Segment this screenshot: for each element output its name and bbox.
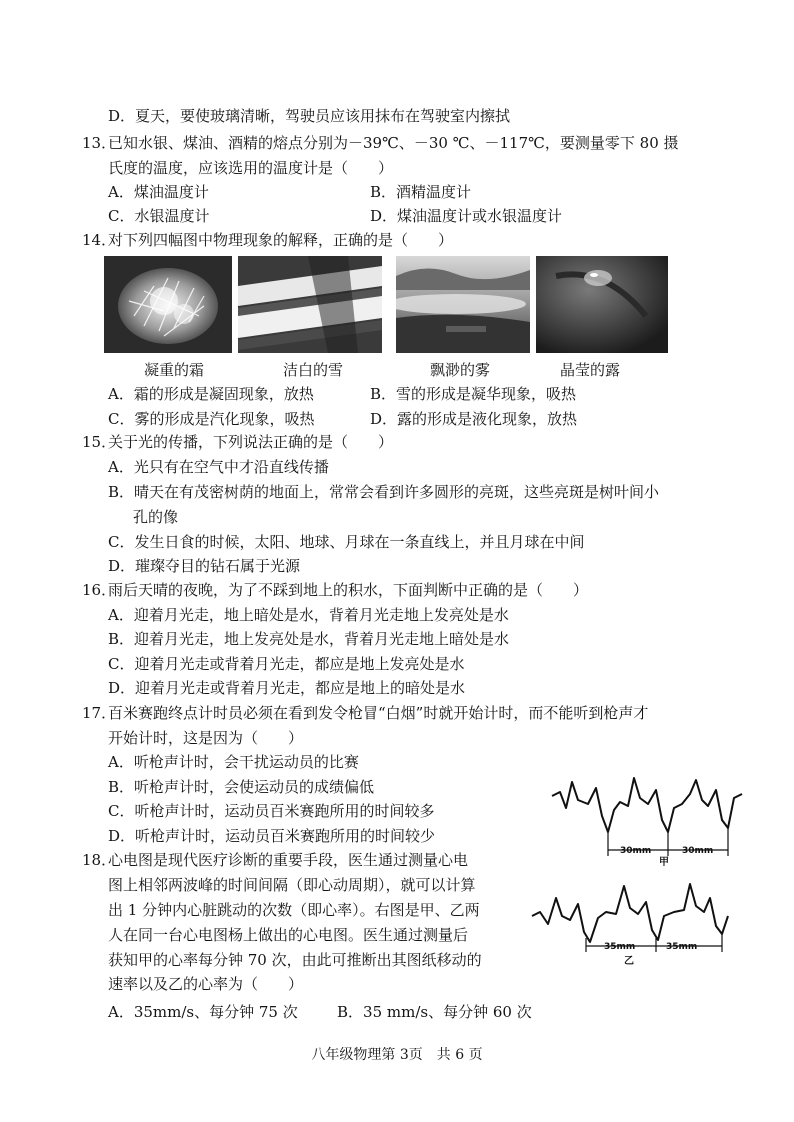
fog-caption: 飘渺的雾 (430, 361, 491, 379)
q15-number: 15． (82, 433, 117, 451)
ecg-trace-jia (552, 778, 742, 832)
q17-option-c: C．听枪声计时，运动员百米赛跑所用的时间较多 (108, 802, 435, 820)
ecg-jia-label: 甲 (659, 857, 669, 866)
page-footer: 八年级物理第 3页 共 6 页 (311, 1047, 483, 1063)
q13-stem-line2: 氏度的温度，应该选用的温度计是（ ） (108, 159, 394, 177)
q16-number: 16． (82, 581, 117, 599)
q17-option-d: D．听枪声计时，运动员百米赛跑所用的时间较少 (108, 827, 436, 845)
snow-photo (238, 256, 382, 353)
q14-option-d: D．露的形成是液化现象，放热 (370, 410, 578, 428)
frost-caption: 凝重的霜 (144, 361, 205, 379)
ecg-yi-label: 乙 (624, 956, 634, 967)
q17-option-b: B．听枪声计时，会使运动员的成绩偏低 (108, 778, 375, 796)
q15-option-c: C．发生日食的时候，太阳、地球、月球在一条直线上，并且月球在中间 (108, 533, 585, 551)
q17-stem-line1: 百米赛跑终点计时员必须在看到发令枪冒“白烟”时就开始计时，而不能听到枪声才 (108, 704, 649, 722)
q15-option-b-line2: 孔的像 (133, 508, 179, 526)
q16-option-b: B．迎着月光走，地上发亮处是水，背着月光走地上暗处是水 (108, 630, 510, 648)
q15-stem: 关于光的传播，下列说法正确的是（ ） (108, 433, 394, 451)
ecg-yi-dim-left: 35mm (604, 942, 636, 952)
q18-option-b: B．35 mm/s、每分钟 60 次 (337, 1003, 532, 1021)
q14-number: 14． (82, 231, 117, 249)
q15-option-b-line1: B．晴天在有茂密树荫的地面上，常常会看到许多圆形的亮斑，这些亮斑是树叶间小 (108, 483, 660, 501)
q18-stem-line6: 速率以及乙的心率为（ ） (108, 975, 304, 993)
q13-number: 13． (82, 134, 117, 152)
frost-photo (104, 256, 232, 353)
dew-caption: 晶莹的露 (560, 361, 621, 379)
q18-stem-line1: 心电图是现代医疗诊断的重要手段，医生通过测量心电 (108, 851, 469, 869)
fog-photo (396, 256, 530, 353)
q18-stem-line3: 出 1 分钟内心脏跳动的次数（即心率）。右图是甲、乙两 (108, 901, 480, 919)
q18-number: 18． (82, 851, 117, 869)
q17-stem-line2: 开始计时，这是因为（ ） (108, 729, 304, 747)
q14-stem: 对下列四幅图中物理现象的解释，正确的是（ ） (108, 231, 454, 249)
q18-stem-line4: 人在同一台心电图杨上做出的心电图。医生通过测量后 (108, 926, 469, 944)
dew-photo (536, 256, 668, 353)
q18-stem-line2: 图上相邻两波峰的时间间隔（即心动周期），就可以计算 (108, 876, 476, 894)
q12-option-d: D．夏天，要使玻璃清晰，驾驶员应该用抹布在驾驶室内擦拭 (108, 107, 511, 125)
ecg-chart-jia (550, 770, 746, 866)
q16-option-d: D．迎着月光走或背着月光走，都应是地上的暗处是水 (108, 679, 466, 697)
q14-option-a: A．霜的形成是凝固现象，放热 (108, 385, 314, 403)
ecg-yi-dim-right: 35mm (666, 942, 698, 952)
ecg-chart-yi (530, 876, 730, 968)
q13-option-b: B．酒精温度计 (370, 183, 472, 201)
q13-option-d: D．煤油温度计或水银温度计 (370, 207, 563, 225)
q17-option-a: A．听枪声计时，会干扰运动员的比赛 (108, 753, 359, 771)
q16-option-a: A．迎着月光走，地上暗处是水，背着月光走地上发亮处是水 (108, 606, 509, 624)
q14-option-b: B．雪的形成是凝华现象，吸热 (370, 385, 577, 403)
q18-stem-line5: 获知甲的心率每分钟 70 次，由此可推断出其图纸移动的 (108, 951, 482, 969)
q14-option-c: C．雾的形成是汽化现象，吸热 (108, 410, 315, 428)
q15-option-a: A．光只有在空气中才沿直线传播 (108, 458, 329, 476)
ecg-jia-dim-left: 30mm (620, 846, 652, 856)
q13-option-c: C．水银温度计 (108, 207, 210, 225)
ecg-jia-dim-right: 30mm (682, 846, 714, 856)
q13-stem-line1: 已知水银、煤油、酒精的熔点分别为－39℃、－30 ℃、－117℃，要测量零下 80 摄 (108, 134, 679, 152)
q13-option-a: A．煤油温度计 (108, 183, 209, 201)
ecg-trace-yi (532, 884, 728, 942)
q16-option-c: C．迎着月光走或背着月光走，都应是地上发亮处是水 (108, 655, 465, 673)
q15-option-d: D．璀璨夺目的钻石属于光源 (108, 557, 301, 575)
snow-caption: 洁白的雪 (283, 361, 344, 379)
q16-stem: 雨后天晴的夜晚，为了不踩到地上的积水，下面判断中正确的是（ ） (108, 581, 589, 599)
q17-number: 17． (82, 704, 117, 722)
q18-option-a: A．35mm/s、每分钟 75 次 (108, 1003, 298, 1021)
